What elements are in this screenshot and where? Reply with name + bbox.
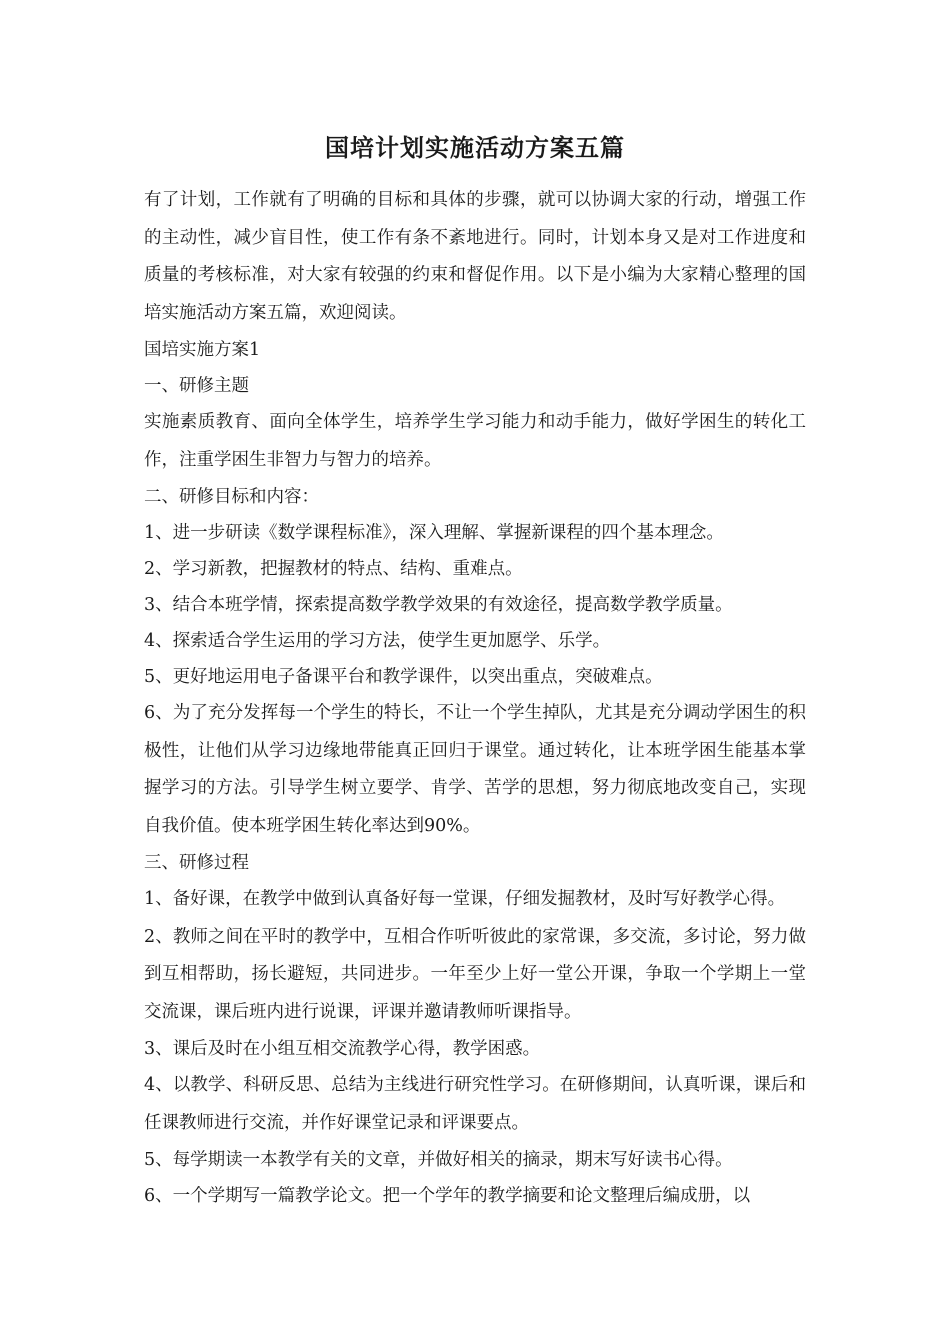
goal-item-2: 2、学习新教，把握教材的特点、结构、重难点。 [144,559,523,579]
process-item-1: 1、备好课，在教学中做到认真备好每一堂课，仔细发掘教材，及时写好教学心得。 [144,889,786,909]
process-item-6: 6、一个学期写一篇教学论文。把一个学年的教学摘要和论文整理后编成册，以 [144,1186,751,1206]
theme-paragraph: 实施素质教育、面向全体学生，培养学生学习能力和动手能力，做好学困生的转化工作，注重学困生非智力与智力的培养。 [144,412,806,470]
section-heading-goals: 二、研修目标和内容： [144,487,319,507]
goal-item-5: 5、更好地运用电子备课平台和教学课件，以突出重点，突破难点。 [144,667,663,687]
process-item-5: 5、每学期读一本教学有关的文章，并做好相关的摘录，期末写好读书心得。 [144,1150,733,1170]
process-item-4: 4、以教学、科研反思、总结为主线进行研究性学习。在研修期间，认真听课，课后和任课教师进行交流，并作好课堂记录和评课要点。 [144,1075,806,1133]
document-body [144,182,806,1214]
process-item-3: 3、课后及时在小组互相交流教学心得，教学困惑。 [144,1039,541,1059]
goal-item-1: 1、进一步研读《数学课程标准》，深入理解、掌握新课程的四个基本理念。 [144,523,724,543]
goal-item-6: 6、为了充分发挥每一个学生的特长，不让一个学生掉队，尤其是充分调动学困生的积极性，让他们从学习边缘地带能真正回归于课堂。通过转化，让本班学困生能基本掌握学习的方法。引导学生树立要学、肯学、苦学的思想，努力彻底地改变自己，实现自我价值。使本班学困生转化率达到90%。 [144,703,806,836]
goal-item-3: 3、结合本班学情，探索提高数学教学效果的有效途径，提高数学教学质量。 [144,595,733,615]
section-heading-theme: 一、研修主题 [144,376,249,396]
intro-paragraph: 有了计划，工作就有了明确的目标和具体的步骤，就可以协调大家的行动，增强工作的主动性，减少盲目性，使工作有条不紊地进行。同时，计划本身又是对工作进度和质量的考核标准，对大家有较强的约束和督促作用。以下是小编为大家精心整理的国培实施活动方案五篇，欢迎阅读。 [144,190,806,323]
section-heading-plan-1: 国培实施方案1 [144,340,261,360]
process-item-2: 2、教师之间在平时的教学中，互相合作听听彼此的家常课，多交流，多讨论，努力做到互相帮助，扬长避短，共同进步。一年至少上好一堂公开课，争取一个学期上一堂交流课，课后班内进行说课，评课并邀请教师听课指导。 [144,926,806,1022]
goal-item-4: 4、探索适合学生运用的学习方法，使学生更加愿学、乐学。 [144,631,611,651]
section-heading-process: 三、研修过程 [144,853,249,873]
document-title: 国培计划实施活动方案五篇 [325,133,625,162]
